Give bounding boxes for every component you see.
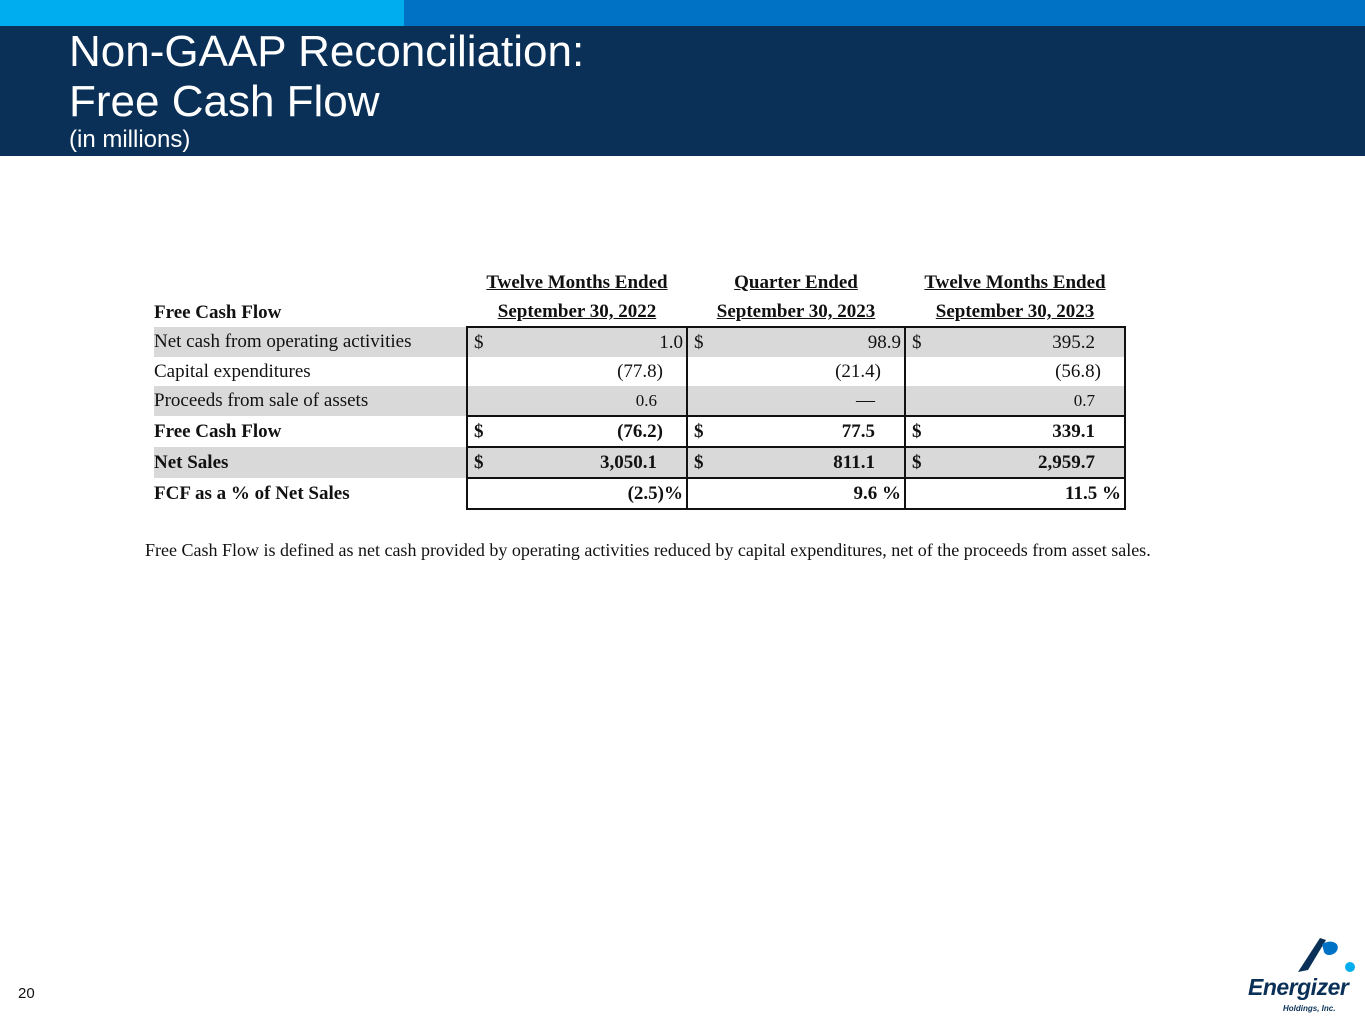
- table-cell: [687, 447, 905, 478]
- cell-value: 9.6 %: [853, 482, 901, 504]
- column-header-3-line-1: Twelve Months Ended: [924, 272, 1106, 293]
- cell-value: —: [856, 389, 875, 411]
- row-label: Proceeds from sale of assets: [154, 386, 467, 416]
- column-header-2: [687, 268, 905, 327]
- cell-value: 2,959.7: [1038, 451, 1095, 473]
- cell-value: (77.8): [617, 360, 663, 382]
- table-cell: [905, 386, 1125, 416]
- cell-value: 0.7: [1073, 390, 1095, 410]
- table-row: [154, 357, 1125, 386]
- cell-value: 98.9: [867, 331, 901, 353]
- currency-symbol: $: [474, 451, 484, 473]
- definition-footnote: Free Cash Flow is defined as net cash provided by operating activities reduced by capital expenditures, net of the proceeds from asset sales.: [145, 540, 1151, 560]
- column-header-2-line-2: September 30, 2023: [716, 301, 876, 322]
- currency-symbol: $: [912, 420, 922, 442]
- table-cell: [905, 327, 1125, 357]
- column-header-3-line-2: September 30, 2023: [935, 301, 1095, 322]
- cell-value: 339.1: [1052, 420, 1095, 442]
- row-label: Free Cash Flow: [154, 420, 282, 442]
- table-row: [154, 327, 1125, 357]
- currency-symbol: $: [694, 420, 704, 442]
- cell-value: 395.2: [1052, 331, 1095, 353]
- page-subtitle: (in millions): [69, 126, 191, 153]
- table-cell: [467, 386, 687, 416]
- table-cell: [467, 357, 687, 386]
- table-row: [154, 416, 1125, 447]
- currency-symbol: $: [474, 331, 484, 353]
- currency-symbol: $: [912, 451, 922, 473]
- currency-symbol: $: [694, 451, 704, 473]
- table-cell: [467, 327, 687, 357]
- table-cell: [905, 357, 1125, 386]
- cell-value: (76.2): [617, 420, 663, 442]
- cell-value: (21.4): [835, 360, 881, 382]
- free-cash-flow-table: [154, 268, 1126, 510]
- row-header-title: Free Cash Flow: [154, 302, 282, 323]
- table-cell: [687, 357, 905, 386]
- table-header-row: [154, 268, 1125, 327]
- top-accent-bar-light: [0, 0, 404, 26]
- column-header-1-line-1: Twelve Months Ended: [486, 272, 668, 293]
- cell-value: 1.0: [659, 331, 683, 353]
- table-row: [154, 386, 1125, 416]
- top-accent-bar: [404, 0, 1365, 26]
- row-label: Capital expenditures: [154, 360, 311, 382]
- currency-symbol: $: [694, 331, 704, 353]
- cell-value: 3,050.1: [600, 451, 657, 473]
- logo-subtitle: Holdings, Inc.: [1283, 1004, 1336, 1013]
- cell-value: (2.5)%: [627, 482, 683, 504]
- row-label: Net cash from operating activities: [154, 327, 467, 357]
- table-cell: [467, 447, 687, 478]
- currency-symbol: $: [474, 420, 484, 442]
- title-line-2: Free Cash Flow: [69, 77, 380, 126]
- logo-wordmark: Energizer: [1248, 974, 1349, 1000]
- table-cell: [905, 447, 1125, 478]
- currency-symbol: $: [912, 331, 922, 353]
- title-line-1: Non-GAAP Reconciliation:: [69, 27, 585, 76]
- table-cell: [467, 478, 687, 509]
- table-cell: [905, 478, 1125, 509]
- table-cell: [467, 416, 687, 447]
- table-row: [154, 478, 1125, 509]
- page-number: 20: [18, 985, 35, 1002]
- column-header-2-line-1: Quarter Ended: [734, 272, 858, 293]
- table-cell: [687, 478, 905, 509]
- cell-value: 811.1: [833, 451, 875, 473]
- column-header-1-line-2: September 30, 2022: [497, 301, 657, 322]
- table-cell: [687, 327, 905, 357]
- cell-value: 77.5: [841, 420, 875, 442]
- cell-value: 0.6: [635, 390, 657, 410]
- row-label: Net Sales: [154, 447, 467, 478]
- page-title: [69, 27, 584, 127]
- column-header-1: [467, 268, 687, 327]
- table-cell: [687, 386, 905, 416]
- table-cell: [687, 416, 905, 447]
- row-label: FCF as a % of Net Sales: [154, 482, 350, 504]
- cell-value: 11.5 %: [1065, 482, 1121, 504]
- table-cell: [905, 416, 1125, 447]
- cell-value: (56.8): [1055, 360, 1101, 382]
- table-row: [154, 447, 1125, 478]
- column-header-3: [905, 268, 1125, 327]
